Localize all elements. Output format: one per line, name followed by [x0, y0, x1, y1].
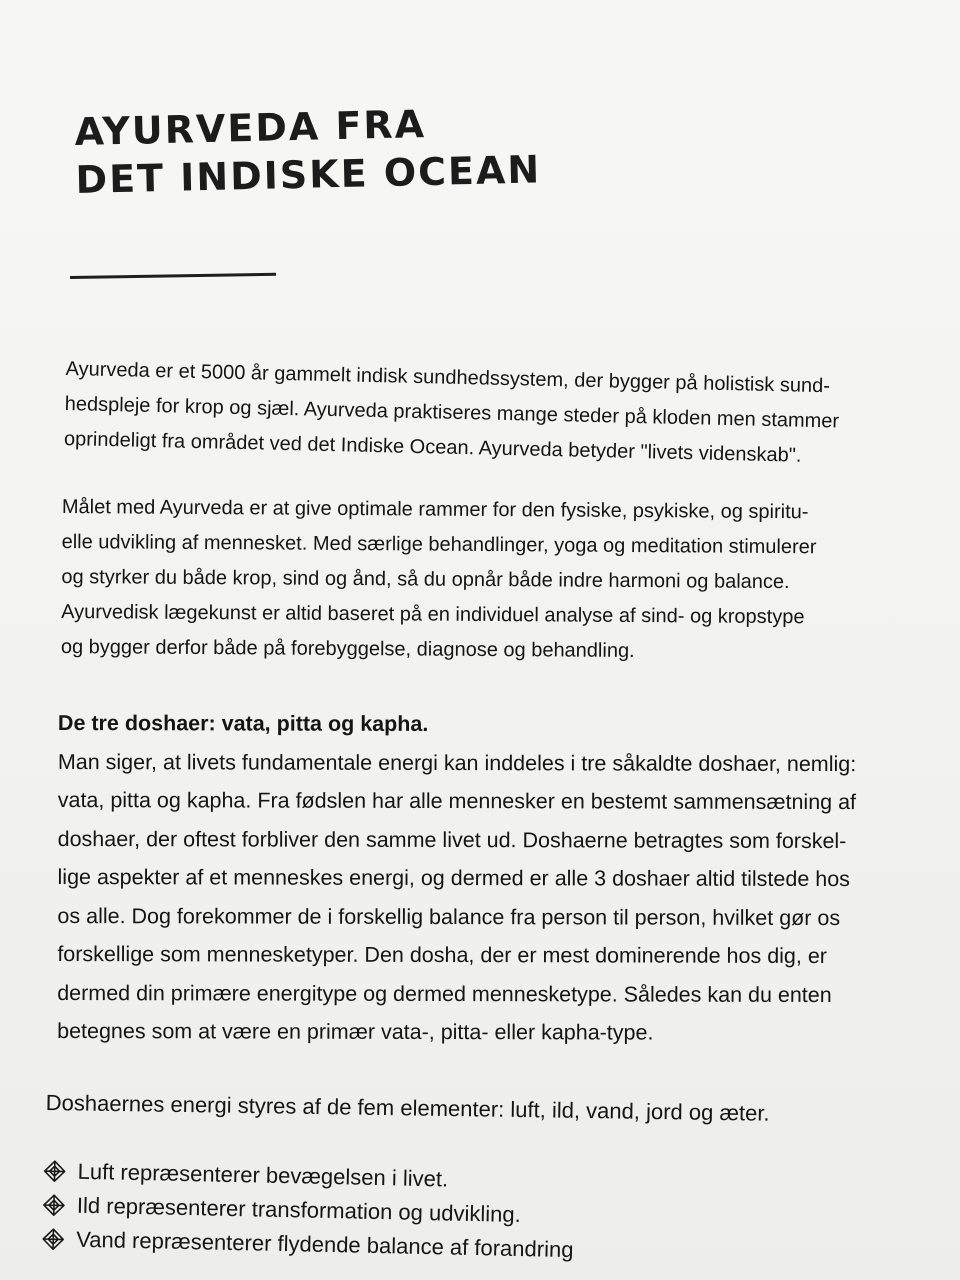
text-line: elle udvikling af mennesket. Med særlige behandlinger, yoga og meditation stimulerer: [61, 530, 817, 559]
page-title: [74, 97, 542, 204]
text-line: Målet med Ayurveda er at give optimale rammer for den fysiske, psykiske, og spiritu-: [61, 495, 809, 524]
list-item-text: Ild repræsenterer transformation og udvikling.: [76, 1192, 521, 1227]
text-line: hedspleje for krop og sjæl. Ayurveda praktiseres mange steder på kloden men stammer: [64, 392, 840, 433]
diamond-compass-icon: [43, 1160, 65, 1182]
doshas-paragraph: [57, 704, 938, 1053]
elements-paragraph: [45, 1085, 925, 1133]
text-line: forskellige som mennesketyper. Den dosha, der er mest dominerende hos dig, er: [57, 941, 827, 969]
text-line: doshaer, der oftest forbliver den samme livet ud. Doshaerne betragtes som forskel-: [57, 826, 847, 853]
text-line: vata, pitta og kapha. Fra fødslen har alle mennesker en bestemt sammensætning af: [57, 787, 857, 815]
section-heading: De tre doshaer: vata, pitta og kapha.: [57, 711, 429, 736]
title-line-2: DET INDISKE OCEAN: [75, 147, 542, 202]
text-line: os alle. Dog forekommer de i forskellig balance fra person til person, hvilket gør os: [57, 903, 841, 930]
text-line: lige aspekter af et menneskes energi, og dermed er alle 3 doshaer altid tilstede hos: [57, 864, 850, 892]
diamond-compass-icon: [43, 1194, 65, 1216]
title-divider: [70, 273, 276, 279]
title-line-1: AYURVEDA FRA: [74, 102, 427, 154]
intro-paragraph: [64, 352, 916, 476]
text-line: dermed din primære energitype og dermed mennesketype. Således kan du enten: [57, 980, 832, 1007]
elements-list: [42, 1154, 924, 1274]
text-line: Doshaernes energi styres af de fem elementer: luft, ild, vand, jord og æter.: [45, 1089, 770, 1126]
text-line: og bygger derfor både på forebyggelse, diagnose og behandling.: [60, 635, 635, 663]
list-item-text: Luft repræsenterer bevægelsen i livet.: [77, 1158, 449, 1192]
diamond-compass-icon: [42, 1228, 64, 1250]
text-line: og styrker du både krop, sind og ånd, så du opnår både indre harmoni og balance.: [61, 565, 790, 594]
goal-paragraph: [61, 490, 922, 671]
text-line: oprindeligt fra området ved det Indiske Ocean. Ayurveda betyder "livets videnskab".: [63, 427, 802, 467]
text-line: betegnes som at være en primær vata-, pitta- eller kapha-type.: [57, 1018, 654, 1045]
text-line: Ayurveda er et 5000 år gammelt indisk sundhedssystem, der bygger på holistisk sund-: [65, 357, 831, 398]
text-line: Man siger, at livets fundamentale energi kan inddeles i tre såkaldte doshaer, nemlig:: [57, 749, 857, 776]
list-item-text: Vand repræsenterer flydende balance af forandring: [75, 1226, 574, 1263]
text-line: Ayurvedisk lægekunst er altid baseret på en individuel analyse af sind- og kropstype: [61, 600, 805, 629]
